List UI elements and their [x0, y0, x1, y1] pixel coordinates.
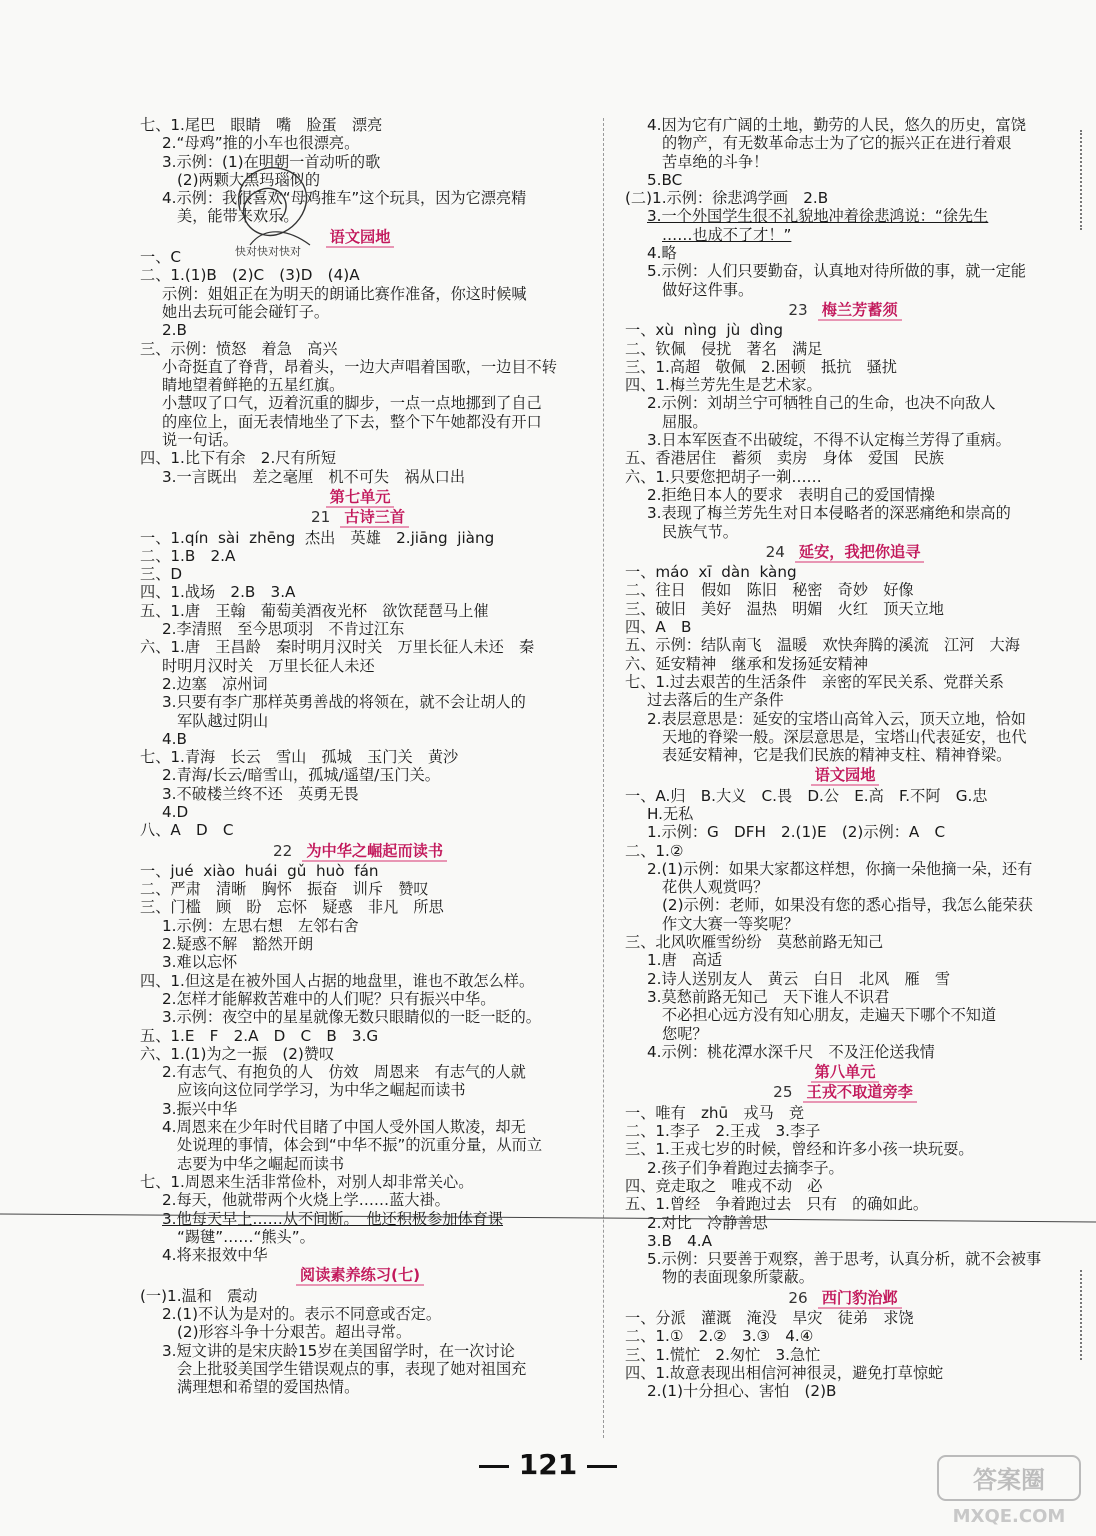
answer-line: 六、1.(1)为之一振 (2)赞叹	[140, 1044, 335, 1063]
answer-line: 六、1.唐 王昌龄 秦时明月汉时关 万里长征人未还 秦	[140, 638, 535, 657]
left-answer-column	[140, 116, 580, 1396]
section-title: 第八单元	[811, 1063, 880, 1083]
answer-line: 的座位上，面无表情地坐了下去，整个下午她都没有开口	[162, 412, 542, 431]
answer-line: 3.短文讲的是宋庆龄15岁在美国留学时，在一次讨论	[162, 1341, 515, 1360]
section-heading	[140, 842, 580, 860]
answer-line: 5.示例：只要善于观察，善于思考，认真分析，就不会被事	[647, 1250, 1042, 1269]
section-heading	[625, 1063, 1065, 1081]
answer-line: 满理想和希望的爱国热情。	[177, 1378, 360, 1397]
answer-line: 时明月汉时关 万里长征人未还	[162, 656, 375, 675]
answer-line: (2)示例：老师，如果没有您的悉心指导，我怎么能荣获	[662, 896, 1033, 915]
answer-line: 2.(1)示例：如果大家都这样想，你摘一朵他摘一朵，还有	[647, 859, 1033, 878]
answer-line: 二、往日 假如 陈旧 秘密 奇妙 好像	[625, 581, 914, 600]
answer-line: 3.示例：(1)在明朝一首动听的歌	[162, 152, 381, 171]
answer-line: 2.“母鸡”推的小车也很漂亮。	[162, 134, 360, 153]
answer-line: H.无私	[647, 804, 694, 823]
answer-line: 三、1.王戎七岁的时候，曾经和许多小孩一块玩耍。	[625, 1140, 974, 1159]
answer-line: 志要为中华之崛起而读书	[177, 1154, 345, 1173]
answer-line: 六、延安精神 继承和发扬延安精神	[625, 654, 868, 673]
answer-line: 4.因为它有广阔的土地，勤劳的人民，悠久的历史，富饶	[647, 116, 1026, 134]
answer-line: 苦卓绝的斗争！	[662, 152, 769, 171]
answer-line: 屈服。	[662, 412, 708, 431]
answer-line: 七、1.过去艰苦的生活条件 亲密的军民关系、党群关系	[625, 672, 1004, 691]
answer-line: 2.B	[162, 321, 187, 340]
answer-line: 军队越过阴山	[177, 711, 269, 730]
answer-line: 二、1.① 2.② 3.③ 4.④	[625, 1327, 814, 1346]
answer-line: 五、1.E F 2.A D C B 3.G	[140, 1026, 379, 1045]
answer-line: 二、1.(1)B (2)C (3)D (4)A	[140, 266, 360, 285]
answer-line: 一、分派 灌溉 淹没 旱灾 徒弟 求饶	[625, 1309, 914, 1327]
answer-line: 3.难以忘怀	[162, 953, 238, 972]
section-title: 王戎不取道旁李	[803, 1083, 917, 1103]
answer-line: 七、1.青海 长云 雪山 孤城 玉门关 黄沙	[140, 748, 459, 767]
answer-line: 示例：姐姐正在为明天的朗诵比赛作准备，你这时候喊	[162, 284, 527, 303]
answer-line: 四、1.但这是在被外国人占据的地盘里，谁也不敢怎么样。	[140, 971, 535, 990]
answer-line: 2.诗人送别友人 黄云 白日 北风 雁 雪	[647, 969, 951, 988]
answer-line: 4.B	[162, 729, 187, 748]
answer-line: 三、破旧 美好 温热 明媚 火红 顶天立地	[625, 599, 944, 618]
answer-line: 2.表层意思是：延安的宝塔山高耸入云，顶天立地，恰如	[647, 709, 1026, 728]
answer-line: 二、严肃 清晰 胸怀 振奋 训斥 赞叹	[140, 880, 429, 899]
answer-line: 4.略	[647, 244, 677, 263]
answer-line: 三、北风吹雁雪纷纷 莫愁前路无知己	[625, 933, 884, 952]
lesson-number: 26	[788, 1288, 808, 1307]
answer-line: 处说理的事情，体会到“中华不振”的沉重分量，从而立	[177, 1136, 543, 1155]
answer-line: 1.唐 高适	[647, 951, 723, 970]
answer-line: 一、1.qín sài zhēng 杰出 英雄 2.jiāng jiàng	[140, 528, 495, 547]
answer-line: 4.周恩来在少年时代目睹了中国人受外国人欺凌，却无	[162, 1118, 526, 1137]
answer-line: 2.李清照 至今思项羽 不肯过江东	[162, 620, 405, 639]
answer-line: 六、1.只要您把胡子一剃……	[625, 467, 822, 486]
right-answer-column	[625, 116, 1065, 1400]
answer-line: 物的表面现象所蒙蔽。	[662, 1268, 814, 1287]
answer-line: 一、jué xiào huái gǔ huò fán	[140, 861, 379, 880]
svg-text:答案圈: 答案圈	[973, 1466, 1045, 1494]
answer-line: “踢毽”……“熊头”。	[177, 1227, 315, 1246]
answer-line: 二、1.②	[625, 841, 684, 860]
answer-line: 二、钦佩 侵扰 著名 满足	[625, 339, 823, 358]
margin-dots	[1080, 130, 1086, 230]
answer-line: 一、A.归 B.大义 C.畏 D.公 E.高 F.不阿 G.忠	[625, 786, 988, 805]
answer-line: 4.D	[162, 802, 189, 821]
section-heading	[625, 1083, 1065, 1101]
answer-line: ……也成不了才！”	[662, 225, 792, 244]
section-heading	[140, 508, 580, 526]
answer-line: 2.怎样才能解救苦难中的人们呢？只有振兴中华。	[162, 989, 496, 1008]
answer-line: (2)两颗大黑玛瑙似的	[177, 170, 321, 189]
answer-line: 2.孩子们争着跑过去摘李子。	[647, 1158, 844, 1177]
answer-line: 2.有志气、有抱负的人 仿效 周恩来 有志气的人就	[162, 1063, 526, 1082]
lesson-number: 21	[310, 508, 331, 527]
answer-line: 三、门槛 顾 盼 忘怀 疑惑 非凡 所思	[140, 898, 444, 917]
answer-line: 睛地望着鲜艳的五星红旗。	[162, 376, 345, 395]
section-title: 梅兰芳蓄须	[818, 301, 902, 321]
answer-line: 4.将来报效中华	[162, 1246, 268, 1265]
answer-line: 5.BC	[647, 170, 683, 189]
answer-line: 2.对比 冷静善思	[647, 1213, 768, 1232]
section-title: 语文园地	[326, 228, 395, 248]
answer-line: 作文大赛一等奖呢？	[662, 914, 799, 933]
svg-text:MXQE.COM: MXQE.COM	[952, 1506, 1066, 1527]
answer-line: 一、xù nìng jù dìng	[625, 321, 784, 340]
answer-line: 三、示例：愤怒 着急 高兴	[140, 339, 338, 358]
lesson-number: 23	[788, 300, 808, 319]
section-title: 古诗三首	[340, 508, 409, 528]
answer-line: 小慧叹了口气，迈着沉重的脚步，一点一点地挪到了自己	[162, 394, 542, 413]
answer-line: 3.一个外国学生很不礼貌地冲着徐悲鸿说：“徐先生	[647, 207, 989, 226]
answer-line: 小奇挺直了脊背，昂着头，一边大声唱着国歌，一边目不转	[162, 357, 557, 376]
answer-line: 八、A D C	[140, 821, 234, 840]
answer-line: 2.(1)不认为是对的。表示不同意或否定。	[162, 1305, 442, 1323]
answer-line: 四、1.梅兰芳先生是艺术家。	[625, 376, 822, 395]
page-number: 121	[0, 1448, 1096, 1481]
section-heading	[140, 1266, 580, 1284]
answer-line: 2.疑惑不解 豁然开朗	[162, 935, 314, 954]
answer-line: 美，能带来欢乐。	[177, 207, 299, 226]
answer-line: 2.每天，他就带两个火烧上学……蓝大褂。	[162, 1191, 450, 1210]
answer-line: 会上批驳美国学生错误观点的事，表现了她对祖国充	[177, 1359, 527, 1378]
answer-line: 三、D	[140, 565, 183, 584]
answer-line: 3.他每天早上……从不间断。 他还积极参加体育课	[162, 1209, 504, 1228]
answer-line: 的物产，有无数革命志士为了它的振兴正在进行着艰	[662, 134, 1012, 153]
answer-line: 3.振兴中华	[162, 1099, 238, 1118]
answer-line: 4.示例：我很喜欢“母鸡推车”这个玩具，因为它漂亮精	[162, 189, 527, 208]
answer-line: 2.青海/长云/暗雪山，孤城/遥望/玉门关。	[162, 766, 440, 785]
lesson-number: 24	[765, 542, 785, 561]
handwritten-scribble	[220, 150, 330, 260]
answer-line: 四、竞走取之 唯戎不动 必	[625, 1176, 823, 1195]
section-heading	[625, 1289, 1065, 1307]
column-divider	[603, 118, 604, 1438]
answer-line: 您呢？	[662, 1024, 708, 1043]
answer-line: 民族气节。	[662, 522, 738, 541]
answer-line: 2.拒绝日本人的要求 表明自己的爱国情操	[647, 485, 935, 504]
answer-line: 5.示例：人们只要勤奋，认真地对待所做的事，就一定能	[647, 262, 1026, 281]
section-title: 延安，我把你追寻	[795, 543, 925, 563]
section-heading	[625, 766, 1065, 784]
section-heading	[625, 301, 1065, 319]
pen-stroke	[0, 1210, 1096, 1224]
section-title: 语文园地	[811, 766, 880, 786]
answer-line: 四、1.战场 2.B 3.A	[140, 583, 296, 602]
answer-line: 3.不破楼兰终不还 英勇无畏	[162, 784, 359, 803]
answer-line: 3.只要有李广那样英勇善战的将领在，就不会让胡人的	[162, 693, 526, 712]
answer-line: 四、1.比下有余 2.尺有所短	[140, 449, 337, 468]
answer-line: 1.示例：左思右想 左邻右舍	[162, 916, 359, 935]
answer-line: 说一句话。	[162, 431, 238, 450]
answer-line: 二、1.李子 2.王戎 3.李子	[625, 1122, 821, 1141]
answer-line: 2.示例：刘胡兰宁可牺牲自己的生命，也决不向敌人	[647, 394, 996, 413]
answer-line: 五、香港居住 蓄须 卖房 身体 爱国 民族	[625, 449, 944, 468]
answer-line: 3.莫愁前路无知己 天下谁人不识君	[647, 987, 890, 1006]
answer-line: 3.B 4.A	[647, 1231, 712, 1250]
answer-line: 表延安精神，它是我们民族的精神支柱、精神脊梁。	[662, 746, 1012, 765]
answer-line: 不必担心远方没有知心朋友，走遍天下哪个不知道	[662, 1006, 997, 1025]
lesson-number: 22	[272, 841, 293, 860]
answer-line: 五、示例：结队南飞 温暖 欢快奔腾的溪流 江河 大海	[625, 636, 1020, 655]
answer-line: 花供人观赏吗？	[662, 878, 769, 897]
answer-line: 一、máo xī dàn kàng	[625, 563, 797, 582]
answer-line: 3.示例：夜空中的星星就像无数只眼睛似的一眨一眨的。	[162, 1008, 541, 1027]
answer-line: 七、1.尾巴 眼睛 嘴 脸蛋 漂亮	[140, 116, 383, 134]
section-title: 阅读素养练习(七)	[296, 1266, 424, 1286]
section-title: 西门豹治邺	[818, 1289, 902, 1309]
lesson-number: 25	[773, 1083, 793, 1102]
answer-line: (2)形容斗争十分艰苦。超出寻常。	[177, 1323, 412, 1342]
section-title: 第七单元	[326, 488, 395, 508]
answer-line: 七、1.周恩来生活非常俭朴，对别人却非常关心。	[140, 1172, 474, 1191]
answer-line: 做好这件事。	[662, 280, 754, 299]
answer-line: 天地的脊梁一般。深层意思是，宝塔山代表延安，也代	[662, 727, 1027, 746]
answer-line: 一、唯有 zhū 戎马 竞	[625, 1103, 805, 1122]
answer-line: 1.示例：G DFH 2.(1)E (2)示例：A C	[647, 823, 946, 842]
answer-line: 3.一言既出 差之毫厘 机不可失 祸从口出	[162, 467, 466, 486]
answer-line: 3.日本军医查不出破绽，不得不认定梅兰芳得了重病。	[647, 431, 1011, 450]
answer-line: 3.表现了梅兰芳先生对日本侵略者的深恶痛绝和崇高的	[647, 504, 1011, 523]
answer-line: 过去落后的生产条件	[647, 691, 784, 710]
answer-line: 四、A B	[625, 618, 692, 637]
site-watermark-logo	[934, 1450, 1084, 1530]
answer-line: 三、1.慌忙 2.匆忙 3.急忙	[625, 1345, 821, 1364]
answer-line: 2.(1)十分担心、害怕 (2)B	[647, 1382, 837, 1401]
answer-line: 2.边塞 凉州词	[162, 674, 268, 693]
answer-line: (二)1.示例：徐悲鸿学画 2.B	[625, 189, 829, 208]
answer-line: 一、C	[140, 248, 181, 267]
handwritten-note: 快对快对快对	[235, 245, 301, 258]
answer-line: 四、1.故意表现出相信河神很灵，避免打草惊蛇	[625, 1363, 944, 1382]
section-heading	[140, 228, 580, 246]
margin-dots	[1080, 1270, 1086, 1360]
section-heading	[625, 543, 1065, 561]
answer-line: 她出去玩可能会碰钉子。	[162, 302, 330, 321]
answer-line: 应该向这位同学学习，为中华之崛起而读书	[177, 1081, 466, 1100]
section-title: 为中华之崛起而读书	[302, 842, 447, 862]
answer-line: 五、1.曾经 争着跑过去 只有 的确如此。	[625, 1195, 929, 1214]
answer-line: (一)1.温和 震动	[140, 1286, 258, 1305]
answer-line: 4.示例：桃花潭水深千尺 不及汪伦送我情	[647, 1042, 935, 1061]
answer-line: 二、1.B 2.A	[140, 546, 236, 565]
section-heading	[140, 488, 580, 506]
answer-line: 三、1.高超 敬佩 2.困顿 抵抗 骚扰	[625, 357, 897, 376]
answer-line: 五、1.唐 王翰 葡萄美酒夜光杯 欲饮琵琶马上催	[140, 601, 489, 620]
